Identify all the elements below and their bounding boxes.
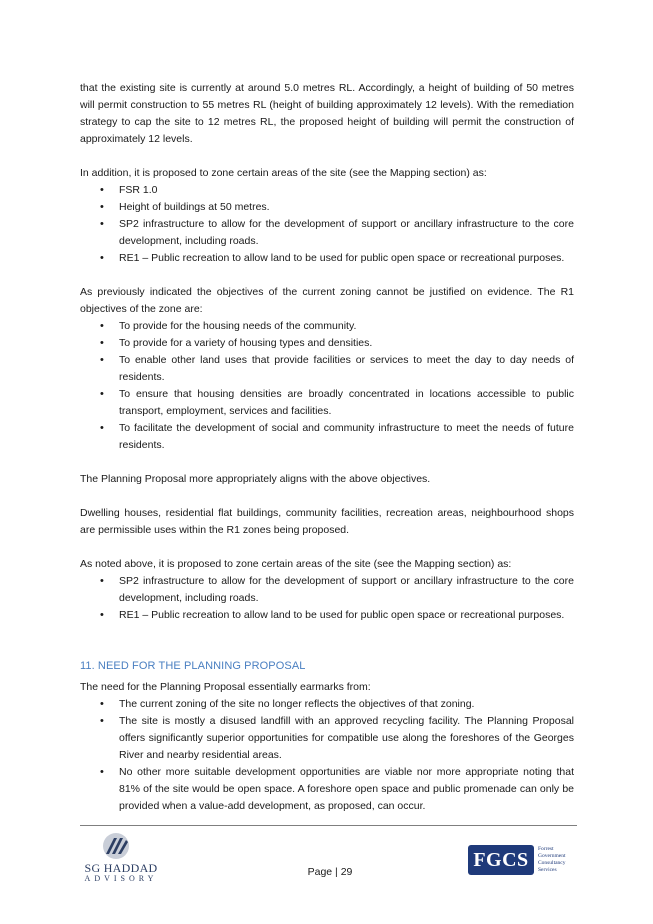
list-item: • To facilitate the development of social and community infrastructure to meet the needs of future residents. [80, 420, 574, 454]
spacer [80, 454, 574, 471]
left-logo-name: SG HADDAD [84, 861, 158, 875]
list-item: • The site is mostly a disused landfill with an approved recycling facility. The Planning Proposal offers significantly superior opportunities for compatible use along the foreshores of the Georges River and nearby residential areas. [80, 713, 574, 764]
spacer [80, 488, 574, 505]
fgcs-logo-words [538, 846, 578, 874]
fgcs-logo-abbr: FGCS [468, 845, 534, 875]
paragraph: As noted above, it is proposed to zone certain areas of the site (see the Mapping section) as: [80, 558, 512, 570]
list-item: • Height of buildings at 50 metres. [80, 199, 574, 216]
fgcs-word: Government [538, 853, 566, 859]
fgcs-logo [468, 845, 578, 877]
list-item: • SP2 infrastructure to allow for the development of support or ancillary infrastructure to the core development, including roads. [80, 573, 574, 607]
sg-haddad-logo [80, 832, 160, 887]
spacer [80, 624, 574, 641]
r1-objectives-list [80, 318, 574, 454]
section-heading: 11. NEED FOR THE PLANNING PROPOSAL [80, 660, 306, 672]
footer-divider [80, 825, 577, 826]
spacer [80, 641, 574, 658]
paragraph: In addition, it is proposed to zone certain areas of the site (see the Mapping section) as: [80, 167, 487, 179]
spacer [80, 148, 574, 165]
list-item: • SP2 infrastructure to allow for the development of support or ancillary infrastructure to the core development, including roads. [80, 216, 574, 250]
spacer [80, 539, 574, 556]
zoning-list [80, 182, 574, 267]
spacer [80, 267, 574, 284]
sg-haddad-mark-icon [100, 832, 132, 860]
fgcs-word: Forrest [538, 846, 554, 852]
left-logo-subtitle: ADVISORY [84, 874, 158, 883]
paragraph: As previously indicated the objectives of the current zoning cannot be justified on evidence. The R1 objectives of the zone are: [80, 286, 574, 315]
list-item: • To enable other land uses that provide facilities or services to meet the day to day needs of residents. [80, 352, 574, 386]
paragraph: that the existing site is currently at around 5.0 metres RL. Accordingly, a height of building of 50 metres will permit construction to 55 metres RL (height of building approximately 12 levels). With the remediation strategy to cap the site to 12 metres RL, the proposed height of building will permit the construction of approximately 12 levels. [80, 82, 574, 145]
paragraph: The need for the Planning Proposal essentially earmarks from: [80, 681, 371, 693]
list-item: • The current zoning of the site no longer reflects the objectives of that zoning. [80, 696, 574, 713]
paragraph: The Planning Proposal more appropriately aligns with the above objectives. [80, 473, 431, 485]
fgcs-word: Consultancy [538, 860, 566, 866]
page-number: Page | 29 [307, 866, 353, 878]
list-item: • FSR 1.0 [80, 182, 574, 199]
paragraph: Dwelling houses, residential flat buildings, community facilities, recreation areas, neighbourhood shops are permissible uses within the R1 zones being proposed. [80, 507, 574, 536]
zoning-list-2 [80, 573, 574, 624]
list-item: • To provide for a variety of housing types and densities. [80, 335, 574, 352]
list-item: • No other more suitable development opportunities are viable nor more appropriate noting that 81% of the site would be open space. A foreshore open space and public promenade can only be provided when a value-add development, as proposed, can occur. [80, 764, 574, 815]
list-item: • To provide for the housing needs of the community. [80, 318, 574, 335]
list-item: • RE1 – Public recreation to allow land to be used for public open space or recreational purposes. [80, 607, 574, 624]
fgcs-word: Services [538, 867, 557, 873]
list-item: • To ensure that housing densities are broadly concentrated in locations accessible to public transport, employment, services and facilities. [80, 386, 574, 420]
need-list [80, 696, 574, 815]
page-body [80, 80, 574, 815]
list-item: • RE1 – Public recreation to allow land to be used for public open space or recreational purposes. [80, 250, 574, 267]
